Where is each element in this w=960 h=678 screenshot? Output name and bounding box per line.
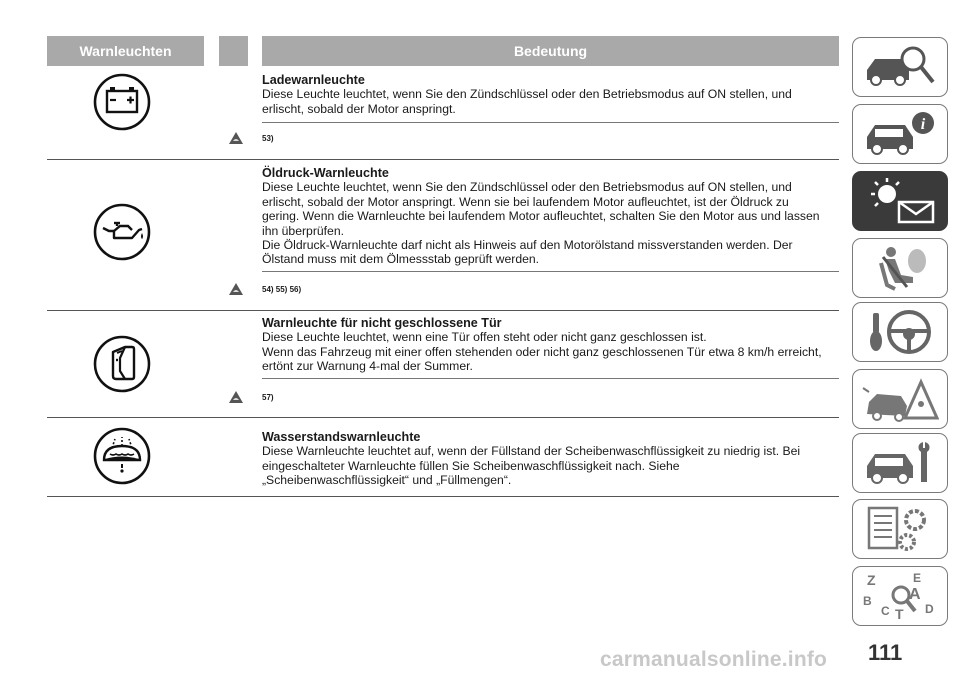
airbag-passenger-icon [861, 243, 939, 293]
divider [262, 122, 839, 123]
index-letter: B [863, 594, 872, 608]
entry-ladewarnleuchte [262, 73, 832, 116]
entry-text-line: Ölstand muss mit dem Ölmessstab geprüft werden. [262, 252, 540, 267]
car-wrench-icon [861, 438, 939, 488]
checklist-gears-icon [861, 504, 939, 554]
entry-text-line: Diese Leuchte leuchtet, wenn Sie den Zündschlüssel oder den Betriebsmodus auf ON stellen, und [262, 180, 792, 195]
entry-text-line: Diese Leuchte leuchtet, wenn eine Tür offen steht oder nicht ganz geschlossen ist. [262, 330, 707, 345]
index-letter: T [895, 606, 904, 621]
entry-text-line: erlischt, sobald der Motor anspringt. [262, 101, 456, 116]
warning-reference [228, 282, 301, 296]
entry-text-line: ertönt zur Warnung 4-mal der Summer. [262, 359, 473, 374]
car-accident-warning-icon [861, 374, 939, 424]
entry-title: Öldruck-Warnleuchte [262, 166, 389, 180]
entry-text-line: Diese Warnleuchte leuchtet auf, wenn der Füllstand der Scheibenwaschflüssigkeit zu niedrig ist. Bei [262, 444, 801, 459]
entry-oeldruck [262, 166, 832, 267]
tab-car-magnifier[interactable] [852, 37, 948, 97]
row-divider [47, 417, 839, 418]
tab-maintenance[interactable] [852, 433, 948, 493]
header-warnleuchten: Warnleuchten [47, 36, 204, 66]
hand-warning-icon [228, 390, 244, 404]
row-divider [47, 496, 839, 497]
index-letter: D [925, 602, 934, 616]
row-divider [47, 159, 839, 160]
tab-safety[interactable] [852, 238, 948, 298]
key-steering-wheel-icon [861, 307, 939, 357]
hand-warning-icon [228, 282, 244, 296]
divider [262, 378, 839, 379]
index-letter: A [909, 586, 921, 603]
entry-title: Wasserstandswarnleuchte [262, 430, 421, 444]
alphabet-index-icon [861, 571, 939, 621]
footnote-refs[interactable]: 57) [262, 392, 274, 402]
index-letter: E [913, 571, 922, 585]
door-open-icon [92, 334, 152, 394]
entry-text-line: eingeschalteter Warnleuchte füllen Sie Scheibenwaschflüssigkeit nach. Siehe [262, 458, 680, 473]
footnote-refs[interactable]: 53) [262, 133, 274, 143]
divider [262, 271, 839, 272]
row-divider [47, 310, 839, 311]
car-magnifier-icon [861, 42, 939, 92]
header-spacer [219, 36, 248, 66]
entry-text-line: ihn überprüfen. [262, 223, 344, 238]
entry-tuer [262, 316, 832, 374]
washer-fluid-icon [92, 426, 152, 486]
header-bedeutung: Bedeutung [262, 36, 839, 66]
oil-can-icon [92, 202, 152, 262]
warning-reference [228, 131, 274, 145]
battery-icon [92, 72, 152, 132]
entry-text-line: „Scheibenwaschflüssigkeit“ und „Füllmengen“. [262, 473, 512, 488]
tab-index[interactable] [852, 566, 948, 626]
tab-warning-lights[interactable] [852, 171, 948, 231]
tab-emergency[interactable] [852, 369, 948, 429]
index-letter: C [881, 604, 890, 618]
tab-start-drive[interactable] [852, 302, 948, 362]
entry-title: Ladewarnleuchte [262, 73, 365, 87]
watermark: carmanualsonline.info [600, 648, 828, 671]
index-letter: Z [867, 572, 876, 588]
hand-warning-icon [228, 131, 244, 145]
car-info-icon [861, 109, 939, 159]
tab-technical-data[interactable] [852, 499, 948, 559]
warning-reference [228, 390, 274, 404]
entry-title: Warnleuchte für nicht geschlossene Tür [262, 316, 502, 330]
tab-car-info[interactable] [852, 104, 948, 164]
warning-light-envelope-icon [861, 176, 939, 226]
entry-text-line: gering. Wenn die Warnleuchte bei laufendem Motor aufleuchtet, schalten Sie den Motor aus und lassen [262, 209, 820, 224]
entry-text-line: Wenn das Fahrzeug mit einer offen stehenden oder nicht ganz geschlossenen Tür etwa 8 km/h erreicht, [262, 344, 822, 359]
footnote-refs[interactable]: 54) 55) 56) [262, 284, 302, 294]
page-number: 111 [868, 640, 903, 665]
svg-text:i: i [920, 116, 926, 133]
entry-wasserstand [262, 430, 832, 488]
entry-text-line: Diese Leuchte leuchtet, wenn Sie den Zündschlüssel oder den Betriebsmodus auf ON stellen, und [262, 87, 792, 102]
entry-text-line: Die Öldruck-Warnleuchte darf nicht als Hinweis auf den Motorölstand missverstanden werden. Der [262, 238, 793, 253]
entry-text-line: erlischt, sobald der Motor anspringt. Wenn sie bei laufendem Motor aufleuchtet, ist der Öldruck zu [262, 194, 789, 209]
